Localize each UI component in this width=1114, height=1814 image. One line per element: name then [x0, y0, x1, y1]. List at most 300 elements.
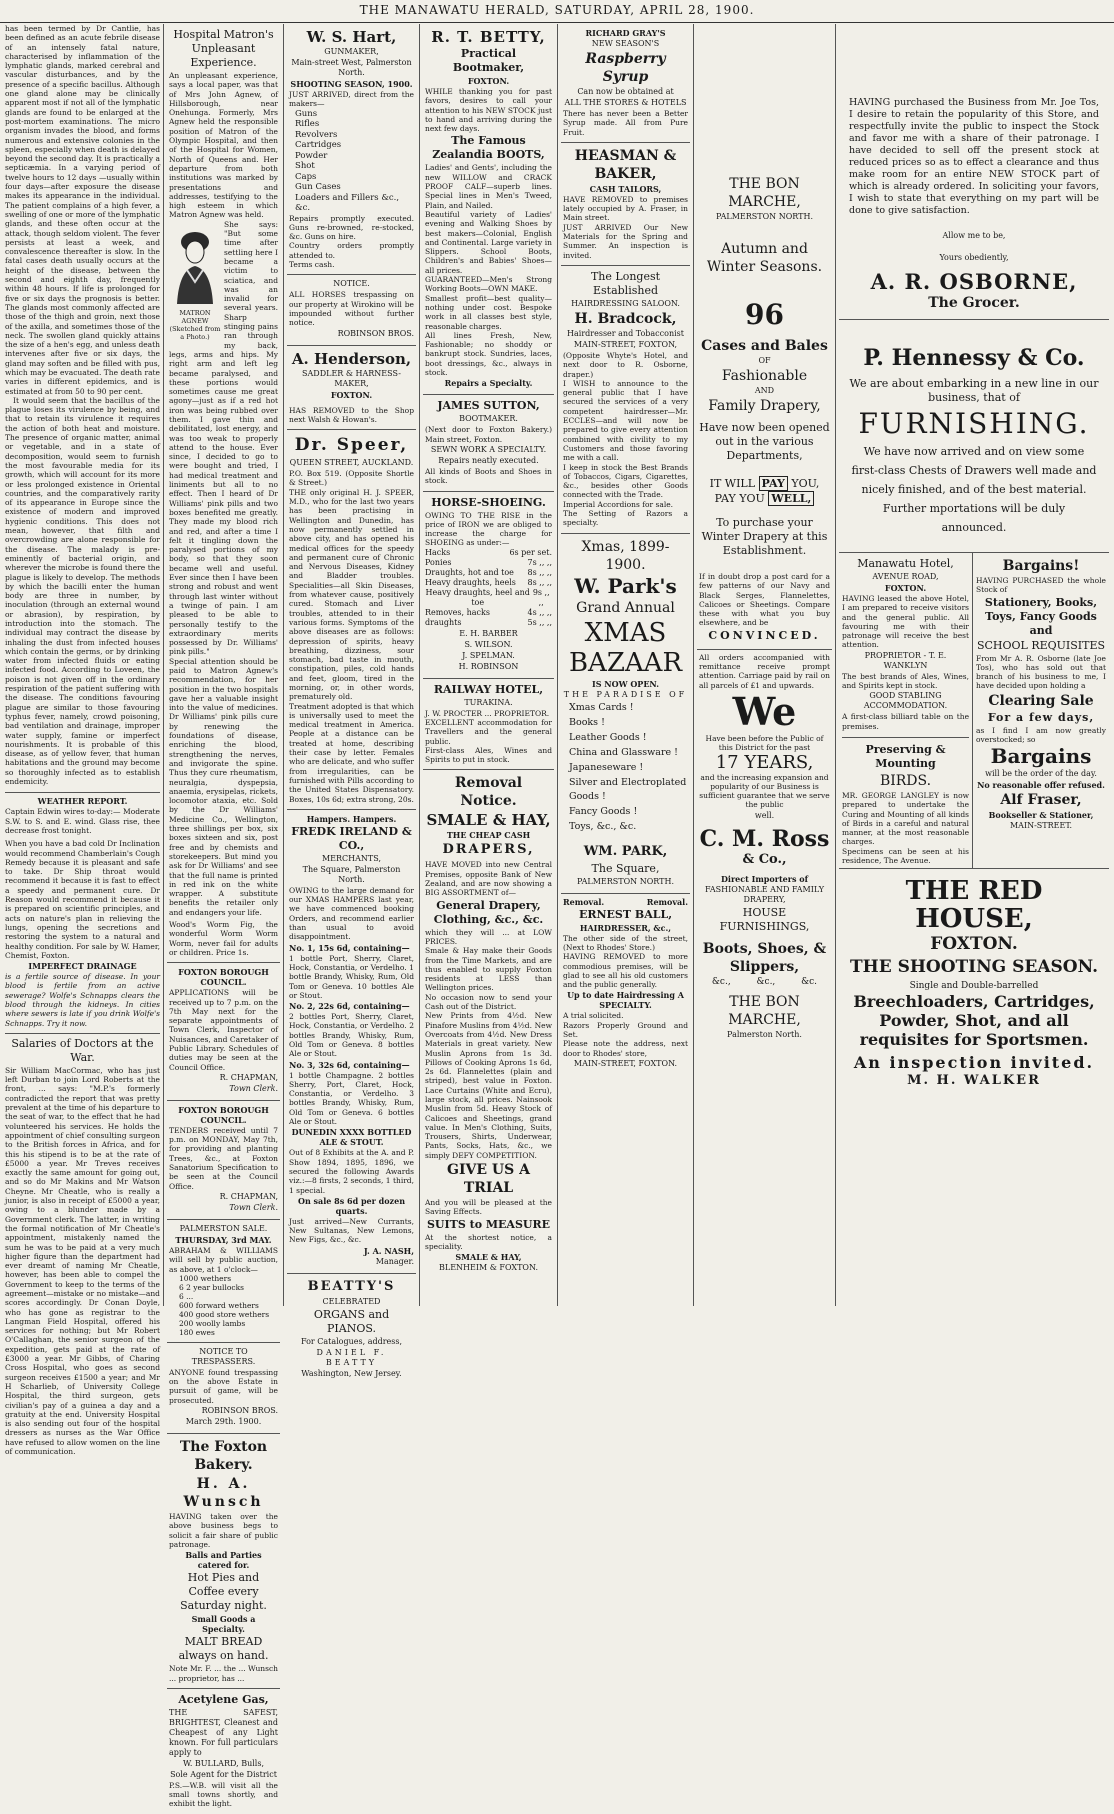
- council1-title: Town Clerk.: [229, 1083, 278, 1093]
- shoeing-row: [425, 578, 552, 588]
- shoeing-intro: OWING TO THE RISE in the price of IRON we are obliged to increase the charge for SHOEING as under:—: [425, 510, 552, 548]
- smale-trade: THE CHEAP CASH: [446, 830, 531, 841]
- bon-marche-ad: [697, 24, 832, 650]
- bradcock-address: MAIN-STREET, FOXTON,: [573, 339, 678, 349]
- column-7: [836, 24, 1112, 1306]
- matron-p3: Special attention should be paid to Matron Agnew's recommendation, for her position in the two hospitals gave her a valuable insight into the value of medicines. Dr Williams' pink pills cure by renewing the foundations of disease, enriching the blood, strengthening the nerves, and invigorate the spine. Thus they cure rheumatism, neuralgia, dyspepsia, anaemia, erysipelas, rickets, locomotor ataxia, etc. Sold by the Dr Williams' Medicine Co., Wellington, three shillings per box, six boxes sixteen and six, post free and by chemists and storekeepers. But mind you ask for Dr Williams' and see that the full name is printed in red ink on the white wrapper. A substitute benefits the retailer only and endangers your life.: [169, 656, 278, 917]
- railway-ales: First-class Ales, Wines and Spirits to put in stock.: [425, 745, 552, 765]
- order-of-day: will be the order of the day.: [985, 769, 1097, 779]
- shoeing-row: [425, 548, 552, 558]
- we-heading: We: [732, 688, 797, 734]
- council2-body: TENDERS received until 7 p.m. on MONDAY, May 7th, for providing and planting Trees, &c., at Foxton Sanatorium Specification to be seen at the Council Office.: [169, 1125, 278, 1191]
- few-days: For a few days,: [987, 710, 1095, 724]
- hart-address: Main-street West, Palmerston North.: [291, 58, 412, 77]
- bradcock-p4: The Setting of Razors a specialty.: [563, 509, 688, 528]
- henderson-heading: A. Henderson,: [291, 349, 412, 368]
- council1-heading: FOXTON BOROUGH COUNCIL.: [178, 967, 269, 988]
- bargains-big: Bargains: [990, 744, 1092, 769]
- hamper-1-body: 1 bottle Port, Sherry, Claret, Hock, Constantia, or Verdelho. 1 bottle Brandy, Whisky, Rum, Old Tom or Geneva. 10 bottles Ale or Stout.: [289, 953, 414, 1000]
- matron-portrait: [169, 222, 221, 342]
- trespass-sign: ROBINSON BROS.: [201, 1406, 278, 1416]
- column-5: [558, 24, 694, 1306]
- sutton-ad: [423, 395, 554, 491]
- ball-p5: Please note the address, next door to Rhodes' store,: [563, 1039, 688, 1058]
- park-item: Japaneseware !: [569, 761, 644, 773]
- hart-item: Gun Cases: [295, 182, 341, 193]
- ross-co: & Co.,: [742, 851, 787, 867]
- hart-trade: GUNMAKER,: [324, 47, 379, 56]
- sutton-stock: All kinds of Boots and Shoes in stock.: [425, 466, 552, 486]
- bargains-intro: HAVING PURCHASED the whole Stock of: [976, 576, 1106, 595]
- hart-heading: W. S. Hart,: [306, 28, 397, 46]
- matron-article: [167, 24, 280, 963]
- manawatu-town: FOXTON.: [884, 583, 927, 593]
- council1-body: APPLICATIONS will be received up to 7 p.m. on the 7th May next for the separate appointments of Town Clerk, Inspector of Nuisances, and Caretaker of Public Library. Schedules of duties may be seen at the Council Office.: [169, 988, 278, 1072]
- no-reasonable: No reasonable offer refused.: [977, 780, 1105, 791]
- etc: &c.: [801, 976, 818, 987]
- shoeing-row: [425, 608, 552, 618]
- ball-p1: HAVING REMOVED to more commodious premises, will be glad to see all his old customers and the public generally.: [563, 952, 688, 990]
- bradcock-p1: I WISH to announce to the general public that I have secured the services of a very competent hairdresser—Mr. ECCLES—and will now be prepared to give every attention combined with civility to my Customers and those favoring me with a call.: [563, 378, 688, 463]
- and-label: AND: [754, 386, 775, 395]
- bradcock-p3: Imperial Accordions for sale.: [563, 499, 674, 509]
- foxton-bakery-ad: [167, 1434, 280, 1689]
- hampers-heading: Hampers. Hampers.: [306, 813, 397, 824]
- henderson-note: HAS REMOVED to the Shop next Walsh & Howan's.: [289, 405, 414, 424]
- bradcock-heading: The Longest Established: [590, 269, 661, 297]
- hennessy-heading: P. Hennessy & Co.: [863, 345, 1085, 371]
- zealandia-p1: Ladies' and Gents', including the new WILLOW and CRACK PROOF CALF—superb lines. Special lines in Men's Tweed, Plain, and Nailed.: [425, 163, 552, 210]
- sale-item: 180 ewes: [179, 1327, 215, 1337]
- middle-ads-row: [839, 553, 1109, 869]
- railway-proprietor: J. W. PROCTER ... PROPRIETOR.: [425, 708, 550, 718]
- woods-worm-ad: Wood's Worm Fig, the wonderful Worm Worm Worm, never fail for adults or children. Price 1s.: [169, 920, 278, 957]
- fraser-street: MAIN-STREET.: [1009, 821, 1073, 831]
- shoeing-row: [425, 588, 552, 608]
- park-item: Leather Goods !: [569, 731, 647, 743]
- opened-out: Have now been opened out in the various Departments,: [699, 421, 830, 462]
- manawatu-billiard: A first-class billiard table on the premises.: [842, 712, 970, 731]
- shoeing-price: 8s ,, ,,: [527, 577, 552, 587]
- bakery-malt: MALT BREAD always on hand.: [178, 1635, 269, 1663]
- cough-remedy-ad: When you have a bad cold Dr Inclination would recommend Chamberlain's Cough Remedy because it is pleasant and safe to take. Dr Ship throat would recommend it because it is fast to effect a speedy and permanent cure. Dr Reason would recommend it because it is prepared on scientific principles, and acts on nature's plan in relieving the lungs, opening the secretions and restoring the system to a natural and healthy condition. For sale by W. Hamer, Chemist, Foxton.: [5, 839, 160, 960]
- smale-cash: No occasion now to send your Cash out of the District.: [425, 992, 552, 1012]
- bradcock-ad: [561, 266, 690, 534]
- ball-p3: A trial solicited.: [563, 1011, 624, 1021]
- purchase: To purchase your Winter Drapery at this Establishment.: [701, 516, 828, 557]
- shoeing-row: [425, 568, 552, 578]
- ball-p4: Razors Properly Ground and Set.: [563, 1020, 688, 1039]
- bradcock-name: H. Bradcock,: [574, 310, 677, 327]
- cases-count: 96: [745, 298, 784, 331]
- speer-body: THE only original H. J. SPEER, M.D., who for the last two years has been practising in Wellington and Dunedin, has now permanently settled in above city, and has opened his medical offices for the speedy and permanent cure of Chronic and Nervous Diseases, Kidney and Bladder troubles. Specialities—all Skin Diseases, from whatever cause, positively cured. Stomach and Liver troubles, attended to in their various forms. Symptoms of the above diseases are as follows: depression of spirits, heavy breathing, dizziness, sour stomach, bad taste in mouth, constipation, piles, cold hands and feet, gloom, tired in the morning, or, in other words, prematurely old.: [289, 487, 414, 702]
- shoeing-price: 7s ,, ,,: [527, 557, 552, 567]
- zealandia-repairs: Repairs a Specialty.: [444, 378, 533, 389]
- shoeing-price: 5s ,, ,,: [527, 617, 552, 627]
- portrait-engraving-icon: [169, 222, 221, 304]
- fashionable: Fashionable: [721, 368, 808, 384]
- bakery-smallgoods: Small Goods a Specialty.: [191, 1614, 256, 1635]
- manawatu-hotel-ad: [839, 553, 973, 868]
- shoeing-price: 9s ,, ,,: [532, 587, 550, 607]
- betty-trade: Practical Bootmaker,: [452, 47, 525, 74]
- hennessy-body: We have now arrived and on view some first-class Chests of Drawers well made and nicely finished, and of the best material. Further mportations will be duly announced.: [851, 445, 1097, 534]
- council-notice-1: [167, 963, 280, 1101]
- removal-label: Removal.: [563, 896, 605, 907]
- drainage-heading: IMPERFECT DRAINAGE: [28, 961, 137, 972]
- birds: BIRDS.: [879, 772, 932, 789]
- shoeing-price: 6s per set.: [509, 547, 552, 557]
- railway-heading: RAILWAY HOTEL,: [433, 682, 544, 696]
- bradcock-sub: HAIRDRESSING SALOON.: [571, 298, 680, 308]
- weather-heading: WEATHER REPORT.: [5, 792, 160, 806]
- shoeing-item: Draughts, hot and toe: [425, 567, 514, 577]
- zealandia-p3: GUARANTEED—Men's Strong Working Boots—OWN MAKE.: [425, 275, 552, 294]
- increasing: and the increasing expansion and popularity of our Business is sufficient guarantee that we serve the public: [699, 772, 830, 810]
- manawatu-proprietor: PROPRIETOR - T. E. WANKLYN: [864, 650, 947, 670]
- shoeing-signatory: E. H. BARBER: [459, 628, 518, 638]
- acetylene-title: Sole Agent for the District: [170, 1769, 277, 1779]
- overstocked: as I find I am now greatly overstocked; so: [976, 725, 1106, 745]
- etc: &c.,: [711, 976, 731, 987]
- park-items: [563, 701, 688, 834]
- column-4: [420, 24, 558, 1306]
- heasman-p1: HAVE REMOVED to premises lately occupied by A. Fraser, in Main street.: [563, 194, 688, 223]
- bargains-body: From Mr A. R. Osborne (late Joe Tos), who has sold out that branch of his business to me, I have decided upon holding a: [976, 653, 1106, 691]
- sale-item: 600 forward wethers: [179, 1300, 259, 1310]
- ross-drapery: FASHIONABLE AND FAMILY DRAPERY,: [705, 884, 824, 904]
- column-2: [164, 24, 284, 1809]
- fredk-trade: MERCHANTS,: [321, 853, 381, 863]
- single-double: Single and Double-barrelled: [909, 981, 1039, 992]
- salaries-article: Sir William MacCormac, who has just left Durban to join Lord Roberts at the front, ... says: "M.P.'s formerly contradicted the report that was pretty prevalent at the time of his departure to the seat of war, to the effect that he had volunteered his services. He holds the appointment of chief consulting surgeon to the British forces in Africa, and for this his stipend is to be at the rate of £5000 a year. Mr Treves receives exactly the same amount for going out, and so do Mr Makins and Mr Watson Cheyne. Mr Cheatle, who is really a junior, is also in receipt of £5000 a year, owing to a blunder made by a Government clerk. The latter, in writing the formal notification of Mr Cheatle's appointment, mistakenly named the sum he was to be paid at a very much higher figure than the department had ever dreamt of naming Mr Cheatle, however, has been able to compel the Government to keep to the terms of the agreement—mistake or no mistake—and scores accordingly. Dr Conan Doyle, who has gone as registrar to the Langman Field Hospital, offered his services for nothing; but Mr Robert O'Callaghan, the senior surgeon of the expedition, gets paid at the rate of £3000 a year. Mr Gibbs, of Charing Cross Hospital, who goes as second surgeon receives £1500 a year; and Mr H Scharlieb, of University College Hospital, the third surgeon, gets civilian's pay of a guinea a day and a gratuity at the end. University Hospital is also sending out four of the hospital dressers as nurses as the War Office have refused to allow women on the line of communication.: [5, 1065, 160, 1457]
- bon2-heading: THE BON MARCHE,: [728, 993, 801, 1028]
- osborne-body: HAVING purchased the Business from Mr. Joe Tos, I desire to retain the popularity of this Store, and respectfully invite the public to inspect the Stock and favor me with a share of their patronage. I have decided to sell off the present stock at reduced prices so as to effect a clearance and thus make room for an entire NEW STOCK part of which is already ordered. In soliciting your favors, I wish to state that everything on my part will be done to give satisfaction.: [849, 97, 1099, 216]
- speer-address: QUEEN STREET, AUCKLAND.: [289, 458, 414, 468]
- postcard: If in doubt drop a post card for a few patterns of our Navy and Black Serges, Flannelettes, Calicoes or Sheetings. Compare these with what you buy elsewhere, and be: [699, 572, 830, 628]
- beatty-line2: ORGANS and PIANOS.: [313, 1307, 390, 1335]
- fredk-ireland-ad: [287, 810, 416, 1274]
- family-drapery: Family Drapery,: [708, 398, 821, 414]
- acetylene-body: THE SAFEST, BRIGHTEST, Cleanest and Cheapest of any Light known. For full particulars apply to: [169, 1707, 278, 1757]
- school-requisites: SCHOOL REQUISITES: [976, 638, 1106, 652]
- beatty-heading: BEATTY'S: [307, 1278, 396, 1294]
- gray-line3: There has never been a Better Syrup made. All from Pure Fruit.: [563, 109, 688, 137]
- bon2-town: Palmerston North.: [727, 1029, 802, 1039]
- acetylene-ps: P.S.—W.B. will visit all the small towns shortly, and exhibit the light.: [169, 1780, 278, 1809]
- sutton-specialty: SEWN WORK A SPECIALTY.: [430, 444, 547, 454]
- matron-p2: She says: "But some time after settling here I became a victim to sciatica, and was an invalid for several years. Sharp stinging pains ran through my back, legs, arms and hips. My right arm and left leg became paralysed, and these portions would sometimes cause me great agony—just as if a red hot iron was being rubbed over them. I gave thin and debilitated, lost energy, and was too weak to properly attend to the house. Ever since, I decided to go to were bought and tried, I had medical treatment and liniments but all to no effect. Then I heard of Dr Williams' pink pills and two boxes benefited me greatly. They made my blood rich and red, and after a time I felt it tingling down the paralysed portions of my body, so that they soon became well and useful. Ever since then I have been strong and robust and went through last winter without a twinge of pain. I am pleased to be able to personally testify to the extraordinary merits possessed by Dr. Williams' pink pills.": [169, 219, 278, 657]
- pay-text: IT WILL: [709, 477, 756, 490]
- park-name: WM. PARK,: [583, 843, 668, 859]
- salaries-heading: Salaries of Doctors at the War.: [5, 1033, 160, 1065]
- dunedin-heading: DUNEDIN XXXX BOTTLED ALE & STOUT.: [291, 1127, 412, 1148]
- henderson-trade: SADDLER & HARNESS-MAKER,: [302, 368, 401, 388]
- langley-ad: [842, 737, 969, 865]
- smale-sign: SMALE & HAY,: [455, 1252, 522, 1263]
- smale-drapers: DRAPERS,: [442, 842, 535, 858]
- trespassers-notice: [167, 1343, 280, 1434]
- hennessy-ad: [839, 320, 1109, 553]
- langley-body: MR. GEORGE LANGLEY is now prepared to undertake the Curing and Mounting of all kinds of Birds in a careful and natural manner, at the most reasonable charges.: [842, 790, 970, 847]
- plague-article-p2: It would seem that the bacillus of the plague loses its virulence by being, and that to retain its virulence it requires the action of both heat and moisture. The presence of organic matter, animal or vegetable, and in a state of decomposition, would seem to furnish the most favourable media for its growth, which will account for its more or less prolonged existence in Oriental countries, and the comparatively rarity of its appearance in Europe since the existence of modern and improved hygienic conditions. This does not mean, however, that filth and overcrowding are alone responsible for the disease. The malady is pre-eminently of bacterial origin, and wherever the microbe is found there the plague is likely to develop. The methods by which the bacilli enter the human body are three in number, by inoculation (through an external wound or abrasion), by respiration, by introduction into the stomach. The individual may contract the disease by inhaling the dust from infected houses which contain the germs, or by drinking water from infected fluids or eating infected food. According to Loveen, the poison is not given off in the ordinary respiration of the patient suffering with the disease. The conditions favouring plague are similar to those favouring typhus fever, namely, crowd poisoning, bad ventilation and drainage, improper water supply, famine or imperfect nourishments. It is probable of this disease, as of yellow fever, that human habitations and the ground may become so thoroughly infected as to establish endemicity.: [5, 395, 160, 787]
- orders-note: All orders accompanied with remittance receive prompt attention. Carriage paid by rail on all parcels of £1 and upwards.: [699, 652, 830, 690]
- furnishing: FURNISHING.: [858, 407, 1090, 440]
- zealandia-p2: Beautiful variety of Ladies' evening and Walking Shoes by best makers—Colonial, English and Continental. Large variety in Slippers. School Boots, Children's and Babies' Shoes—all prices.: [425, 209, 552, 275]
- heasman-trade: CASH TAILORS,: [589, 183, 662, 194]
- column-1: [2, 24, 164, 1457]
- park-square: The Square,: [591, 861, 660, 875]
- etc-row: [699, 977, 830, 987]
- sale-item: 200 woolly lambs: [179, 1318, 246, 1328]
- railway-body: EXCELLENT accommodation for Travellers and the general public.: [425, 717, 552, 746]
- sale-intro: ABRAHAM & WILLIAMS will sell by public auction, as above, at 1 o'clock—: [169, 1245, 278, 1274]
- heasman-heading: HEASMAN & BAKER,: [574, 147, 677, 182]
- column-6: [694, 24, 836, 1306]
- betty-heading: R. T. BETTY,: [431, 28, 546, 46]
- trespass-body: ANYONE found trespassing on the above Estate in pursuit of game, will be prosecuted.: [169, 1367, 278, 1405]
- ball-p6: MAIN-STREET, FOXTON.: [573, 1058, 678, 1068]
- trespass-heading: NOTICE TO TRESPASSERS.: [191, 1346, 256, 1366]
- heasman-p2: JUST ARRIVED Our New Materials for the Spring and Summer. An inspection is invited.: [563, 222, 688, 260]
- horses-notice: [287, 275, 416, 345]
- hamper-3-heading: No. 3, 32s 6d, containing—: [289, 1059, 410, 1070]
- hart-item: Caps: [295, 171, 317, 182]
- hart-item: Revolvers: [295, 129, 338, 140]
- matron-caption: MATRON AGNEW (Sketched from a Photo.): [169, 308, 221, 341]
- smale-markets: Smale & Hay make their Goods from the Time Markets, and are thus enabled to supply Foxton residents at LESS than Wellington prices.: [425, 946, 552, 993]
- beatty-line1: CELEBRATED: [322, 1296, 381, 1306]
- sale-list: [169, 1274, 278, 1337]
- manawatu-ales: The best brands of Ales, Wines, and Spirits kept in stock.: [842, 671, 970, 691]
- nash-title: Manager.: [375, 1256, 414, 1266]
- nash-note: Just arrived—New Currants, New Sultanas, New Lemons, New Figs, &c., &c.: [289, 1216, 414, 1245]
- years: 17 YEARS,: [715, 751, 814, 773]
- speer-po: P.O. Box 519. (Opposite Shortle & Street.): [289, 469, 414, 488]
- henderson-town: FOXTON.: [330, 389, 373, 400]
- red-house-town: FOXTON.: [930, 934, 1018, 955]
- suits-heading: SUITS to MEASURE: [426, 1217, 551, 1231]
- smale-intro: HAVE MOVED into new Central Premises, opposite Bank of New Zealand, and are now showing a BIG ASSORTMENT of—: [425, 860, 552, 898]
- hart-item: Shot: [295, 161, 315, 172]
- ball-p2: Up to date Hairdressing A SPECIALTY.: [567, 990, 684, 1011]
- gray-line1: Can now be obtained at: [577, 87, 674, 96]
- hamper-2-body: 2 bottles Port, Sherry, Claret, Hock, Constantia, or Verdelho. 2 bottles Brandy, Whisky, Rum, Old Tom or Geneva. 8 bottles Ale or Stout.: [289, 1012, 414, 1059]
- park-item: China and Glassware !: [569, 746, 678, 758]
- etc: &c.,: [756, 976, 776, 987]
- ross-name: C. M. Ross: [699, 825, 830, 852]
- walker-name: M. H. WALKER: [907, 1073, 1041, 1089]
- trial-note: And you will be pleased at the Saving Effects.: [425, 1198, 552, 1217]
- bradcock-p2: I keep in stock the Best Brands of Tobaccos, Cigars, Cigarettes, &c., besides other Goods connected with the Trade.: [563, 462, 688, 500]
- sale-item: 6 ...: [179, 1291, 194, 1301]
- preserving-heading: Preserving & Mounting: [865, 742, 946, 770]
- fraser-name: Alf Fraser,: [1000, 792, 1082, 809]
- hart-terms: Terms cash.: [289, 260, 335, 270]
- hennessy-intro: We are about embarking in a new line in our business, that of: [849, 377, 1099, 404]
- schnapps-ad: is a fertile source of disease. In your blood is fertile from an active sewerage? Wolfe's Schnapps clears the blood through the kidneys. In cities where sewers is late if you drink Wolfe's Schnapps. Try it now.: [5, 972, 160, 1028]
- manawatu-road: AVENUE ROAD,: [872, 572, 939, 581]
- shoeing-signatory: H. ROBINSON: [458, 661, 519, 671]
- convinced: CONVINCED.: [708, 628, 821, 642]
- bargains-heading: Bargains!: [1002, 558, 1080, 574]
- bakery-balls: Balls and Parties catered for.: [185, 1550, 262, 1571]
- well-word: WELL,: [768, 491, 814, 506]
- xmas-heading: Xmas, 1899-1900.: [581, 538, 670, 573]
- zealandia-p4: Smallest profit—best quality—nothing under cost. Bespoke work in all classes best style, reasonable charges.: [425, 293, 552, 331]
- beatty-name: DANIEL F. BEATTY: [316, 1347, 387, 1367]
- council1-sign: R. CHAPMAN,: [219, 1072, 278, 1082]
- house-furnishings: HOUSE FURNISHINGS,: [719, 905, 810, 933]
- notice-heading: NOTICE.: [333, 279, 370, 289]
- park-item: Xmas Cards !: [569, 701, 634, 713]
- zealandia-p5: All lines Fresh, New, Fashionable; no shoddy or bankrupt stock. Sundries, laces, boot dressings, &c., always in stock.: [425, 330, 552, 378]
- beatty-place: Washington, New Jersey.: [301, 1368, 402, 1378]
- bakery-heading: The Foxton Bakery.: [179, 1439, 268, 1474]
- bon-heading: THE BON MARCHE,: [728, 176, 801, 210]
- fraser-bargains-ad: [973, 553, 1109, 868]
- autumn-winter: Autumn and Winter Seasons.: [706, 241, 823, 275]
- pay-text: YOU,: [791, 477, 820, 490]
- inspection-invited: An inspection invited.: [853, 1053, 1095, 1073]
- shooting-season: THE SHOOTING SEASON.: [849, 957, 1098, 978]
- give-trial: GIVE US A TRIAL: [447, 1162, 530, 1197]
- council2-sign: R. CHAPMAN,: [219, 1191, 278, 1201]
- matron-heading: Hospital Matron's Unpleasant Experience.: [173, 28, 274, 69]
- ball-trade: HAIRDRESSER, &c.,: [579, 922, 672, 933]
- henderson-ad: [287, 346, 416, 431]
- railway-town: TURAKINA.: [464, 697, 513, 707]
- smale-general: General Drapery, Clothing, &c., &c.: [433, 898, 544, 926]
- shoeing-item: Heavy draughts, heel and toe: [425, 587, 530, 607]
- smale-heading: SMALE & HAY,: [426, 811, 551, 830]
- dunedin-price: On sale 8s 6d per dozen quarts.: [297, 1195, 406, 1216]
- horse-shoeing-ad: [423, 492, 554, 679]
- red-house-heading: THE RED HOUSE,: [905, 876, 1043, 935]
- nash-sign: J. A. NASH,: [363, 1245, 414, 1256]
- park-heading: W. Park's: [574, 573, 677, 598]
- fredk-heading: FREDK IRELAND & CO.,: [291, 824, 412, 852]
- fraser-trade: Bookseller & Stationer,: [988, 810, 1094, 821]
- bakery-note: Note Mr. F. ... the ... Wunsch ... proprietor, has ...: [169, 1664, 278, 1683]
- bradcock-trade: Hairdresser and Tobacconist: [567, 328, 684, 338]
- matron-p1: An unpleasant experience, says a local paper, was that of Mrs John Agnew, of Hillsborough, near Onehunga. Formerly, Mrs Agnew held the responsible position of Matron of the Olympic Hospital, and then of the Hospital for Women, North of Queens and. Her departure from both institutions was marked by presentations and addresses, testifying to the high esteem in which Matron Agnew was held.: [169, 71, 278, 220]
- direct-importers: Direct Importers of: [720, 873, 809, 884]
- hart-item: Rifles: [295, 119, 320, 130]
- council2-title: Town Clerk.: [229, 1202, 278, 1212]
- sale-item: 400 good store wethers: [179, 1309, 270, 1319]
- pay-text: PAY YOU: [714, 492, 765, 505]
- bakery-pies: Hot Pies and Coffee every Saturday night.: [180, 1571, 267, 1613]
- park-item: Silver and Electroplated Goods !: [569, 776, 687, 802]
- hart-item: Powder: [295, 150, 328, 161]
- bon-town: PALMERSTON NORTH.: [715, 212, 813, 221]
- betty-town: FOXTON.: [467, 76, 510, 86]
- palmerston-sale-ad: [167, 1220, 280, 1343]
- langley-note: Specimens can be seen at his residence, The Avenue.: [842, 846, 970, 866]
- gray-product: Raspberry Syrup: [585, 51, 666, 85]
- heasman-ad: [561, 143, 690, 266]
- park-item: Books !: [569, 716, 605, 728]
- manawatu-body: HAVING leased the above Hotel, I am prepared to receive visitors and the general public. All favouring me with their patronage will receive the best attention.: [842, 594, 970, 650]
- osborne-allow: Allow me to be,: [942, 231, 1006, 240]
- sutton-address: (Next door to Foxton Bakery.) Main street, Foxton.: [425, 425, 552, 444]
- sale-date: THURSDAY, 3rd MAY.: [175, 1234, 272, 1245]
- of-label: OF: [758, 356, 771, 365]
- pay-well-line: [699, 492, 830, 506]
- park-town: PALMERSTON NORTH.: [576, 876, 674, 886]
- ball-removal-ad: [561, 894, 690, 1075]
- sale-item: 6 2 year bullocks: [179, 1282, 244, 1292]
- smale-hay-ad: [423, 770, 554, 1279]
- column-3: [284, 24, 420, 1378]
- shoeing-signatory: S. WILSON.: [464, 639, 513, 649]
- shoeing-signatory: J. SPELMAN.: [462, 650, 515, 660]
- sale-heading: PALMERSTON SALE.: [179, 1223, 268, 1233]
- hamper-3-body: 1 bottle Champagne. 2 bottles Sherry, Port, Claret, Hock, Constantia, or Verdelho. 3 bottles Brandy, Whisky, Rum, Old Tom or Geneva. 6 bottles Ale or Stout.: [289, 1070, 414, 1127]
- park-bazaar-ad: [561, 534, 690, 894]
- council2-heading: FOXTON BOROUGH COUNCIL.: [178, 1104, 269, 1125]
- smale-address: BLENHEIM & FOXTON.: [439, 1263, 538, 1273]
- park-open: IS NOW OPEN.: [591, 678, 660, 689]
- sale-item: 1000 wethers: [179, 1273, 232, 1283]
- pay-you-line: [699, 477, 830, 491]
- gray-syrup-ad: [561, 24, 690, 143]
- hart-item: Guns: [295, 108, 318, 119]
- park-xmas: XMAS: [584, 617, 667, 648]
- beatty-ad: [287, 1274, 416, 1385]
- shoeing-price: 4s ,, ,,: [527, 607, 552, 617]
- removal-row: [563, 897, 688, 907]
- smale-prices: which they will ... at LOW PRICES.: [425, 927, 552, 946]
- red-house-ad: [839, 869, 1109, 1097]
- hart-intro: JUST ARRIVED, direct from the makers—: [289, 90, 414, 109]
- bakery-intro: HAVING taken over the above business begs to solicit a fair share of public patronage.: [169, 1512, 278, 1549]
- bakery-owner: H. A. Wunsch: [183, 1476, 264, 1511]
- manawatu-heading: Manawatu Hotel,: [857, 557, 954, 570]
- council-notice-2: [167, 1101, 280, 1220]
- osborne-ad: [839, 24, 1109, 320]
- sutton-heading: JAMES SUTTON,: [437, 399, 540, 413]
- stationery: Stationery, Books, Toys, Fancy Goods and: [984, 595, 1098, 637]
- paradise: THE PARADISE OF: [563, 689, 688, 699]
- clearing-sale: Clearing Sale: [988, 692, 1094, 709]
- zealandia-heading: The Famous Zealandia BOOTS,: [432, 134, 545, 162]
- bradcock-address2: (Opposite Whyte's Hotel, and next door to R. Osborne, draper.): [563, 350, 688, 379]
- smale-list: New Prints from 4½d. New Pinafore Muslins from 4½d. New Overcoats from 4½d. New Dress Materials in great variety. New Muslin Aprons from 1s 3d. Pillows of Cooking Aprons 1s 6d, 2s 6d. Flannelettes (plain and striped), best value in Foxton. Lace Curtains (White and Ecru), large stock, all prices. Nainsook Muslin from 5d. Heavy Stock of Calicoes and Sheetings, grand value. In Men's Clothing, Suits, Trousers, Shirts, Underwear, Pants, Socks, Hats, &c., we simply DEFY COMPETITION.: [425, 1011, 552, 1160]
- ross-ad: [697, 650, 832, 1046]
- park-bazaar: BAZAAR: [568, 647, 683, 678]
- acetylene-ad: [167, 1689, 280, 1814]
- notice-sign: ROBINSON BROS.: [337, 328, 414, 338]
- betty-intro: WHILE thanking you for past favors, desires to call your attention to his NEW STOCK just to hand and arriving during the next few days.: [425, 87, 552, 134]
- speer-body2: Treatment adopted is that which is universally used to meet the medical treatment in America. People at a distance can be treated at home, describing their case by letter. Females who are delicate, and who suffer from irregularities, can be furnished with Pills according to the United States Dispensatory. Boxes, 10s 6d; extra strong, 20s.: [289, 701, 414, 804]
- shoeing-price: 8s ,, ,,: [527, 567, 552, 577]
- dr-speer-ad: [287, 430, 416, 810]
- pay-word: PAY: [759, 476, 788, 491]
- sutton-repairs: Repairs neatly executed.: [438, 455, 539, 465]
- boots-shoes: Boots, Shoes, & Slippers,: [702, 940, 827, 975]
- shoeing-heading: HORSE-SHOEING.: [431, 495, 546, 509]
- removal-heading: Removal Notice.: [454, 775, 523, 810]
- railway-hotel-ad: [423, 679, 554, 771]
- gray-line2: ALL THE STORES & HOTELS: [564, 98, 687, 107]
- gray-sub: NEW SEASON'S: [591, 39, 660, 48]
- hart-item: Loaders and Fillers &c., &c.: [295, 192, 400, 214]
- cases-bales: Cases and Bales: [701, 338, 828, 354]
- osborne-name: A. R. OSBORNE,: [870, 269, 1078, 294]
- dunedin-body: Out of 8 Exhibits at the A. and P. Show 1894, 1895, 1896, we secured the following Awards viz.:—8 firsts, 2 seconds, 1 third, 1 special.: [289, 1148, 414, 1195]
